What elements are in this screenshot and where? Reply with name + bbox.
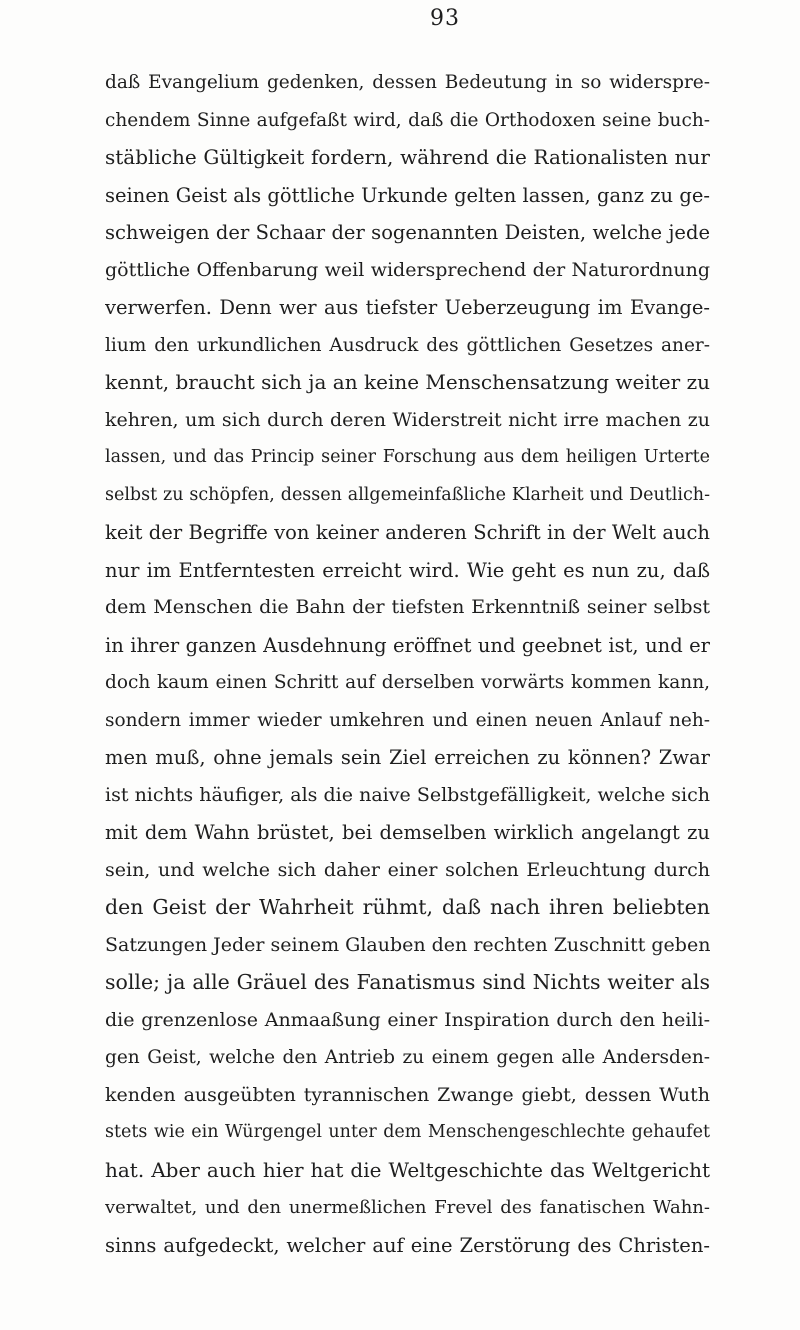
text-line: hat. Aber auch hier hat die Weltgeschichte das Weltgericht	[105, 1157, 710, 1182]
text-line: sein, und welche sich daher einer solchen Erleuchtung durch	[105, 858, 710, 881]
text-line: verwaltet, und den unermeßlichen Frevel des fanatischen Wahn-	[105, 1197, 710, 1218]
text-line: gen Geist, welche den Antrieb zu einem gegen alle Andersden-	[105, 1047, 710, 1068]
text-line: den Geist der Wahrheit rühmt, daß nach ihren beliebten	[105, 895, 710, 919]
text-line: dem Menschen die Bahn der tiefsten Erkenntniß seiner selbst	[105, 596, 710, 618]
text-line: keit der Begriffe von keiner anderen Schrift in der Welt auch	[105, 521, 710, 544]
text-line: lassen, und das Princip seiner Forschung aus dem heiligen Urterte	[105, 447, 710, 467]
text-line: doch kaum einen Schritt auf derselben vorwärts kommen kann,	[105, 672, 710, 693]
text-line: schweigen der Schaar der sogenannten Deisten, welche jede	[105, 221, 710, 244]
page-number: 93	[430, 6, 460, 31]
body-text	[105, 64, 710, 1264]
text-line: stets wie ein Würgengel unter dem Menschengeschlechte gehaufet	[105, 1122, 710, 1142]
text-line: mit dem Wahn brüstet, bei demselben wirklich angelangt zu	[105, 821, 710, 844]
text-line: solle; ja alle Gräuel des Fanatismus sind Nichts weiter als	[105, 970, 710, 994]
text-line: stäbliche Gültigkeit fordern, während die Rationalisten nur	[105, 145, 710, 169]
text-line: men muß, ohne jemals sein Ziel erreichen zu können? Zwar	[105, 746, 710, 769]
text-line: kenden ausgeübten tyrannischen Zwange giebt, dessen Wuth	[105, 1083, 710, 1106]
text-line: sinns aufgedeckt, welcher auf eine Zerstörung des Christen-	[105, 1233, 710, 1257]
text-line: göttliche Offenbarung weil widersprechend der Naturordnung	[105, 258, 710, 281]
text-line: kehren, um sich durch deren Widerstreit nicht irre machen zu	[105, 408, 710, 431]
text-line: kennt, braucht sich ja an keine Menschensatzung weiter zu	[105, 370, 710, 394]
text-line: lium den urkundlichen Ausdruck des göttlichen Gesetzes aner-	[105, 334, 710, 356]
text-line: Satzungen Jeder seinem Glauben den rechten Zuschnitt geben	[105, 933, 710, 956]
text-line: chendem Sinne aufgefaßt wird, daß die Orthodoxen seine buch-	[105, 109, 710, 131]
text-line: seinen Geist als göttliche Urkunde gelten lassen, ganz zu ge-	[105, 183, 710, 207]
text-line: daß Evangelium gedenken, dessen Bedeutung in so widerspre-	[105, 72, 710, 93]
text-line: verwerfen. Denn wer aus tiefster Ueberzeugung im Evange-	[105, 296, 710, 319]
text-line: in ihrer ganzen Ausdehnung eröffnet und geebnet ist, und er	[105, 633, 710, 657]
text-line: sondern immer wieder umkehren und einen neuen Anlauf neh-	[105, 709, 710, 731]
text-line: selbst zu schöpfen, dessen allgemeinfaßliche Klarheit und Deutlich-	[105, 484, 710, 505]
text-line: ist nichts häufiger, als die naive Selbstgefälligkeit, welche sich	[105, 783, 710, 806]
text-line: nur im Entferntesten erreicht wird. Wie geht es nun zu, daß	[105, 558, 710, 582]
text-line: die grenzenlose Anmaaßung einer Inspiration durch den heili-	[105, 1008, 710, 1031]
